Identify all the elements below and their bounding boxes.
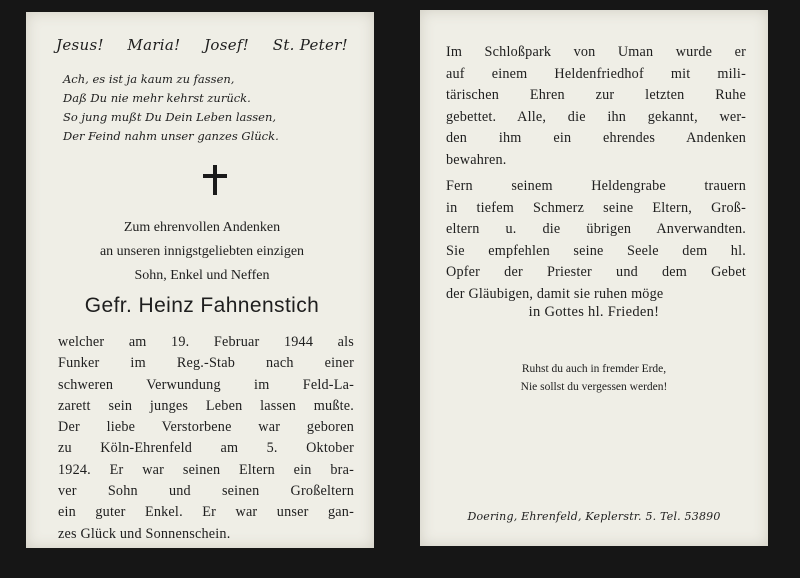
paragraph-line: bewahren. [446, 151, 507, 168]
deceased-name: Gefr. Heinz Fahnenstich [84, 294, 320, 317]
paragraph-line: auf einem Heldenfriedhof mit mili- [446, 65, 746, 82]
paragraph-line: Fern seinem Heldengrabe trauern [446, 178, 746, 194]
paragraph-line: Opfer der Priester und dem Gebet [446, 264, 746, 281]
biography [58, 332, 354, 545]
poem-line: Der Feind nahm unser ganzes Glück. [63, 129, 279, 143]
paragraph-line: den ihm ein ehrendes Andenken [446, 130, 746, 147]
right-page [420, 10, 768, 546]
poem [63, 70, 353, 146]
mourning-paragraph [446, 176, 746, 306]
bio-line: zu Köln-Ehrenfeld am 5. Oktober [58, 440, 354, 457]
verse-line: Nie sollst du vergessen werden! [520, 381, 668, 393]
invocation-word: Jesus! [56, 36, 104, 54]
invocation-line [56, 36, 348, 54]
cross-icon [203, 165, 227, 195]
invocation-word: Maria! [127, 36, 181, 54]
memorial-line: Sohn, Enkel und Neffen [134, 268, 270, 283]
poem-line: Daß Du nie mehr kehrst zurück. [63, 91, 251, 105]
paragraph-line: tärischen Ehren zur letzten Ruhe [446, 87, 746, 104]
memorial-dedication [46, 216, 358, 288]
paragraph-line: der Gläubigen, damit sie ruhen möge [446, 285, 664, 302]
bio-line: 1924. Er war seinen Eltern ein bra- [58, 461, 354, 478]
memorial-line: an unseren innigstgeliebten einzigen [99, 244, 305, 259]
paragraph-line: gebettet. Alle, die ihn gekannt, wer- [446, 108, 746, 125]
bio-line: welcher am 19. Februar 1944 als [58, 334, 354, 350]
left-page [26, 12, 374, 548]
bio-line: zarett sein junges Leben lassen mußte. [58, 397, 354, 414]
printer-imprint: Doering, Ehrenfeld, Keplerstr. 5. Tel. 53890 [467, 510, 721, 523]
bio-line: schweren Verwundung im Feld-La- [58, 376, 354, 393]
bio-line: ver Sohn und seinen Großeltern [58, 483, 354, 500]
burial-paragraph [446, 42, 746, 172]
poem-line: So jung mußt Du Dein Leben lassen, [63, 110, 277, 124]
invocation-word: St. Peter! [272, 36, 348, 54]
bio-line: Der liebe Verstorbene war geboren [58, 419, 354, 436]
paragraph-line: Im Schloßpark von Uman wurde er [446, 44, 746, 60]
bio-line: Funker im Reg.-Stab nach einer [58, 355, 354, 372]
closing-verse [420, 360, 768, 396]
poem-line: Ach, es ist ja kaum zu fassen, [63, 72, 235, 86]
invocation-word: Josef! [204, 36, 250, 54]
paragraph-line: Sie empfehlen seine Seele dem hl. [446, 242, 746, 259]
closing-line: in Gottes hl. Frieden! [528, 304, 660, 320]
memorial-line: Zum ehrenvollen Andenken [123, 220, 281, 235]
bio-line: ein guter Enkel. Er war unser gan- [58, 504, 354, 521]
paragraph-line: eltern u. die übrigen Anverwandten. [446, 221, 746, 238]
paragraph-line: in tiefem Schmerz seine Eltern, Groß- [446, 199, 746, 216]
bio-line: zes Glück und Sonnenschein. [58, 525, 231, 542]
verse-line: Ruhst du auch in fremder Erde, [521, 363, 667, 375]
